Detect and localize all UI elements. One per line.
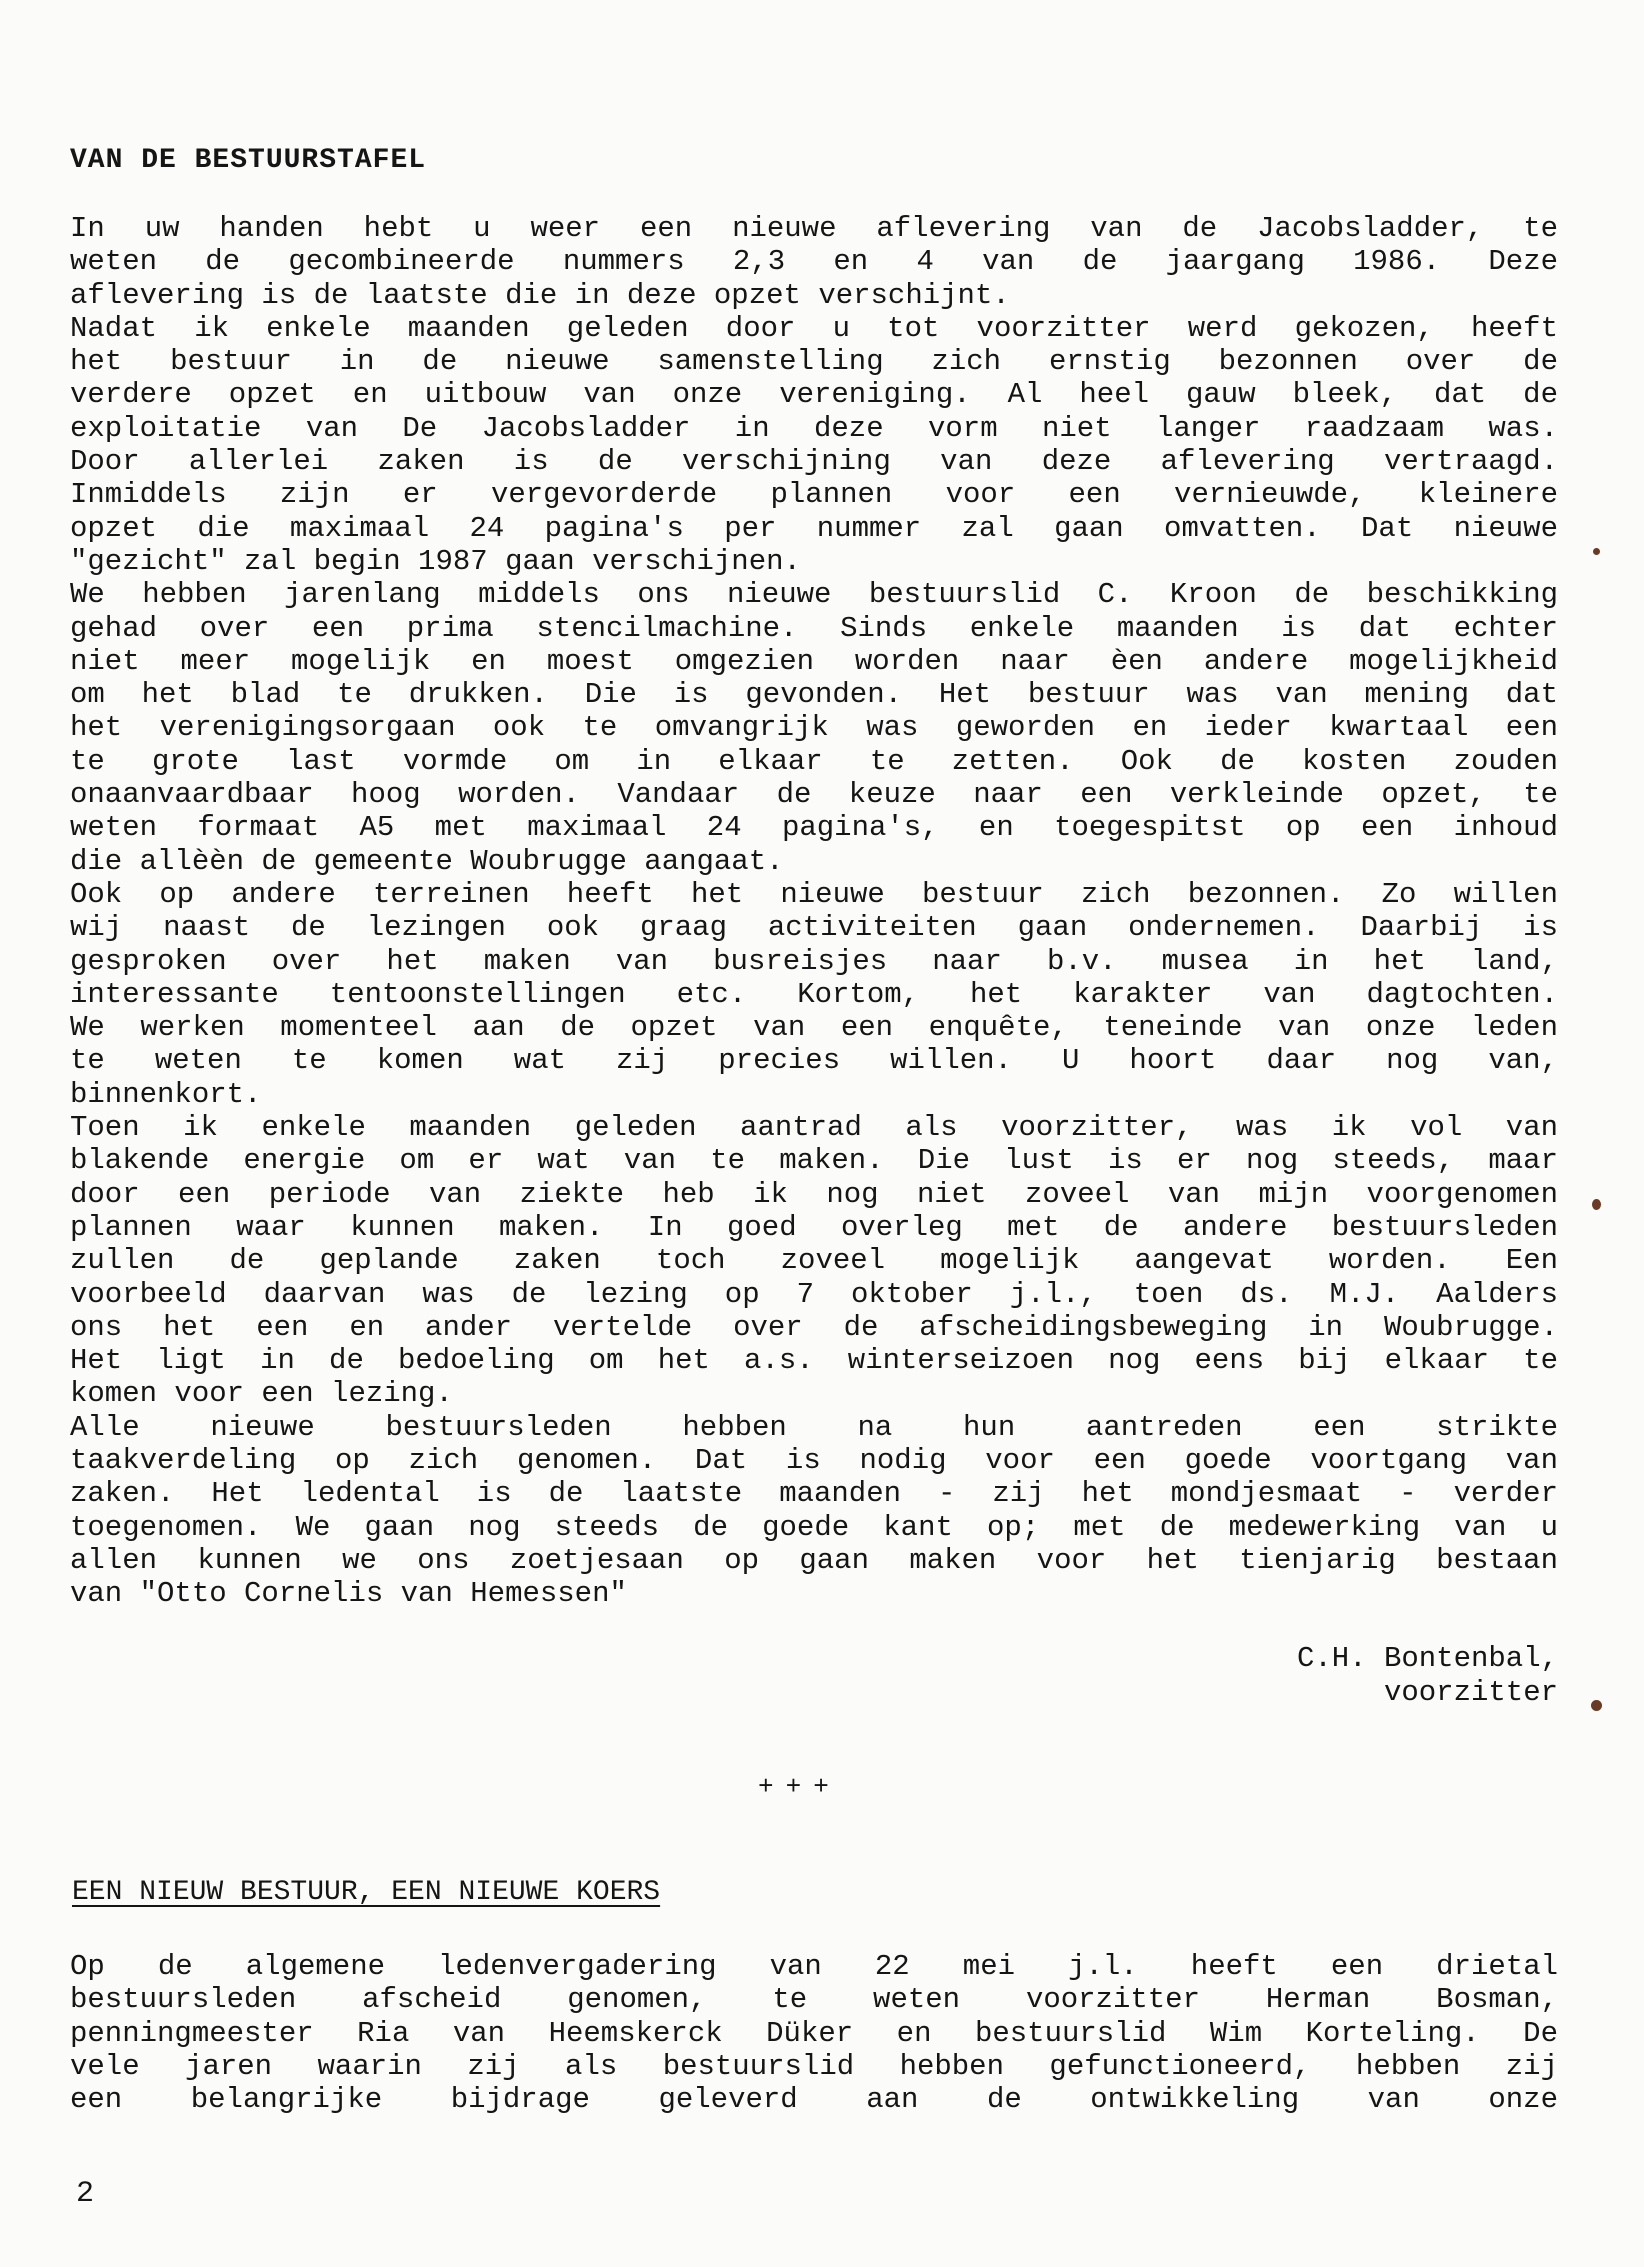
text-line: Alle nieuwe bestuursleden hebben na hun aantreden een strikte	[70, 1410, 1558, 1444]
paper-speck	[1591, 1700, 1602, 1711]
text-line: blakende energie om er wat van te maken. Die lust is er nog steeds, maar	[70, 1144, 1558, 1178]
text-line: interessante tentoonstellingen etc. Kortom, het karakter van dagtochten.	[70, 977, 1558, 1011]
text-line: niet meer mogelijk en moest omgezien worden naar èen andere mogelijkheid	[70, 644, 1558, 678]
text-line: Nadat ik enkele maanden geleden door u tot voorzitter werd gekozen, heeft	[70, 311, 1558, 345]
text-line: voorbeeld daarvan was de lezing op 7 oktober j.l., toen ds. M.J. Aalders	[70, 1277, 1558, 1311]
text-line: plannen waar kunnen maken. In goed overleg met de andere bestuursleden	[70, 1210, 1558, 1244]
text-line: een belangrijke bijdrage geleverd aan de ontwikkeling van onze	[70, 2083, 1558, 2117]
text-line: die allèèn de gemeente Woubrugge aangaat.	[70, 844, 784, 878]
signature-role: voorzitter	[1383, 1676, 1558, 1709]
text-line: Door allerlei zaken is de verschijning van deze aflevering vertraagd.	[70, 445, 1558, 479]
text-line: het verenigingsorgaan ook te omvangrijk was geworden en ieder kwartaal een	[70, 711, 1558, 745]
text-line: gehad over een prima stencilmachine. Sinds enkele maanden is dat echter	[70, 611, 1558, 645]
paper-speck	[1593, 548, 1600, 555]
text-line: Het ligt in de bedoeling om het a.s. winterseizoen nog eens bij elkaar te	[70, 1344, 1558, 1378]
text-line: We hebben jarenlang middels ons nieuwe bestuurslid C. Kroon de beschikking	[70, 578, 1558, 612]
text-line: te grote last vormde om in elkaar te zetten. Ook de kosten zouden	[70, 744, 1558, 778]
text-line: te weten te komen wat zij precies willen. U hoort daar nog van,	[70, 1044, 1558, 1078]
text-line: bestuursleden afscheid genomen, te weten voorzitter Herman Bosman,	[70, 1983, 1558, 2017]
text-line: van "Otto Cornelis van Hemessen"	[70, 1577, 627, 1611]
text-line: wij naast de lezingen ook graag activiteiten gaan ondernemen. Daarbij is	[70, 911, 1558, 945]
text-line: zaken. Het ledental is de laatste maanden - zij het mondjesmaat - verder	[70, 1477, 1558, 1511]
text-line: Ook op andere terreinen heeft het nieuwe bestuur zich bezonnen. Zo willen	[70, 877, 1558, 911]
text-line: verdere opzet en uitbouw van onze vereniging. Al heel gauw bleek, dat de	[70, 378, 1558, 412]
text-line: penningmeester Ria van Heemskerck Düker en bestuurslid Wim Korteling. De	[70, 2016, 1558, 2050]
section-heading-bestuurstafel: VAN DE BESTUURSTAFEL	[70, 145, 427, 176]
text-line: Inmiddels zijn er vergevorderde plannen voor een vernieuwde, kleinere	[70, 478, 1558, 512]
paragraph-bestuurstafel	[70, 212, 1558, 1610]
text-line: taakverdeling op zich genomen. Dat is nodig voor een goede voortgang van	[70, 1443, 1558, 1477]
text-line: opzet die maximaal 24 pagina's per nummer zal gaan omvatten. Dat nieuwe	[70, 511, 1558, 545]
paragraph-nieuw-bestuur	[70, 1950, 1558, 2116]
text-line: allen kunnen we ons zoetjesaan op gaan maken voor het tienjarig bestaan	[70, 1543, 1558, 1577]
paper-speck	[1592, 1199, 1601, 1210]
text-line: Toen ik enkele maanden geleden aantrad als voorzitter, was ik vol van	[70, 1111, 1558, 1145]
text-line: ons het een en ander vertelde over de afscheidingsbeweging in Woubrugge.	[70, 1310, 1558, 1344]
signature-name: C.H. Bontenbal,	[1296, 1642, 1558, 1675]
text-line: Op de algemene ledenvergadering van 22 mei j.l. heeft een drietal	[70, 1950, 1558, 1983]
text-line: onaanvaardbaar hoog worden. Vandaar de keuze naar een verkleinde opzet, te	[70, 778, 1558, 812]
text-line: toegenomen. We gaan nog steeds de goede kant op; met de medewerking van u	[70, 1510, 1558, 1544]
text-line: exploitatie van De Jacobsladder in deze vorm niet langer raadzaam was.	[70, 411, 1558, 445]
text-line: komen voor een lezing.	[70, 1377, 453, 1411]
section-separator: +++	[758, 1772, 841, 1802]
text-line: We werken momenteel aan de opzet van een enquête, teneinde van onze leden	[70, 1011, 1558, 1045]
text-line: In uw handen hebt u weer een nieuwe aflevering van de Jacobsladder, te	[70, 212, 1558, 245]
text-line: door een periode van ziekte heb ik nog niet zoveel van mijn voorgenomen	[70, 1177, 1558, 1211]
text-line: gesproken over het maken van busreisjes naar b.v. musea in het land,	[70, 944, 1558, 978]
text-line: zullen de geplande zaken toch zoveel mogelijk aangevat worden. Een	[70, 1244, 1558, 1278]
page-number: 2	[76, 2177, 95, 2211]
text-line: weten formaat A5 met maximaal 24 pagina's, en toegespitst op een inhoud	[70, 811, 1558, 845]
text-line: "gezicht" zal begin 1987 gaan verschijnen.	[70, 544, 801, 578]
text-line: het bestuur in de nieuwe samenstelling zich ernstig bezonnen over de	[70, 345, 1558, 379]
section-heading-nieuw-bestuur: EEN NIEUW BESTUUR, EEN NIEUWE KOERS	[72, 1877, 661, 1908]
text-line: aflevering is de laatste die in deze opzet verschijnt.	[70, 278, 1010, 312]
text-line: weten de gecombineerde nummers 2,3 en 4 van de jaargang 1986. Deze	[70, 245, 1558, 279]
text-line: binnenkort.	[70, 1077, 262, 1111]
text-line: vele jaren waarin zij als bestuurslid hebben gefunctioneerd, hebben zij	[70, 2049, 1558, 2083]
text-line: om het blad te drukken. Die is gevonden. Het bestuur was van mening dat	[70, 678, 1558, 712]
